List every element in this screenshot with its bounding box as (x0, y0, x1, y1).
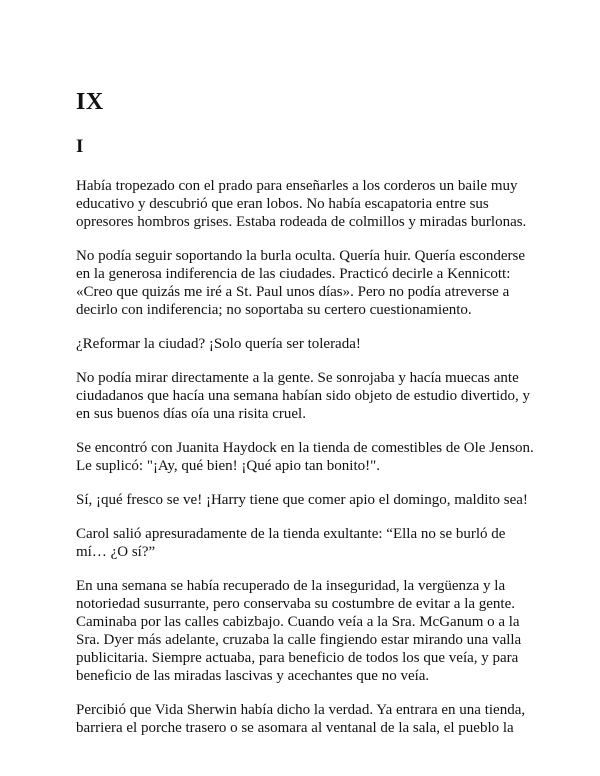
paragraph: En una semana se había recuperado de la inseguridad, la vergüenza y la notoriedad susurrante, pero conservaba su costumbre de evitar a la gente. Caminaba por las calles cabizbajo. Cuando veía a la Sra. McGanum o a la Sra. Dyer más adelante, cruzaba la calle fingiendo estar mirando una valla publicitaria. Siempre actuaba, para beneficio de todos los que veía, y para beneficio de las miradas lascivas y acechantes que no veía. (76, 578, 522, 684)
section-title: I (76, 136, 84, 157)
paragraph: Percibió que Vida Sherwin había dicho la verdad. Ya entrara en una tienda, barriera el porche trasero o se asomara al ventanal de la sala, el pueblo la (76, 702, 526, 736)
paragraph: No podía seguir soportando la burla oculta. Quería huir. Quería esconderse en la generosa indiferencia de las ciudades. Practicó decirle a Kennicott: «Creo que quizás me iré a St. Paul unos días». Pero no podía atreverse a decirlo con indiferencia; no soportaba su certero cuestionamiento. (76, 248, 526, 318)
paragraph: Carol salió apresuradamente de la tienda exultante: “Ella no se burló de mí… ¿O sí?” (76, 526, 506, 560)
paragraph: ¿Reformar la ciudad? ¡Solo quería ser tolerada! (76, 336, 361, 352)
body-text (76, 177, 536, 737)
paragraph: Había tropezado con el prado para enseñarles a los corderos un baile muy educativo y descubrió que eran lobos. No había escapatoria entre sus opresores hombros grises. Estaba rodeada de colmillos y miradas burlonas. (76, 178, 527, 230)
paragraph: No podía mirar directamente a la gente. Se sonrojaba y hacía muecas ante ciudadanos que hacía una semana habían sido objeto de estudio divertido, y en sus buenos días oía una risita cruel. (76, 370, 531, 422)
chapter-title: IX (76, 89, 104, 115)
document-page (76, 88, 536, 753)
paragraph: Sí, ¡qué fresco se ve! ¡Harry tiene que comer apio el domingo, maldito sea! (76, 492, 528, 508)
paragraph: Se encontró con Juanita Haydock en la tienda de comestibles de Ole Jenson. Le suplicó: "¡Ay, qué bien! ¡Qué apio tan bonito!". (76, 440, 534, 474)
